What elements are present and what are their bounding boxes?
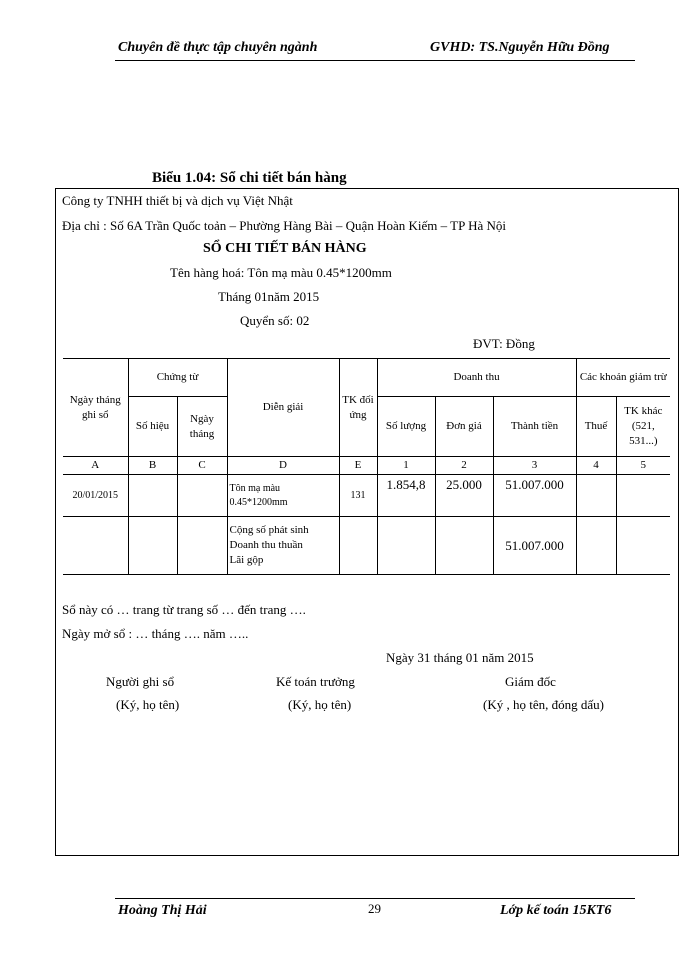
row-unit-price bbox=[435, 517, 493, 575]
col-header-account: TK đối ứng bbox=[339, 359, 377, 457]
row-amount: 51.007.000 bbox=[493, 475, 576, 517]
company-name: Công ty TNHH thiết bị và dịch vụ Việt Nhật bbox=[62, 193, 293, 208]
open-date-note: Ngày mở sổ : … tháng …. năm ….. bbox=[62, 626, 249, 641]
net-revenue-label: Doanh thu thuần bbox=[229, 539, 303, 552]
col-header-voucher: Chứng từ bbox=[128, 359, 227, 397]
col-code: 5 bbox=[616, 457, 670, 475]
header-right: GVHD: TS.Nguyễn Hữu Đồng bbox=[430, 40, 610, 55]
col-header-unit-price: Đơn giá bbox=[435, 397, 493, 457]
footer-rule bbox=[115, 898, 635, 899]
col-code: 1 bbox=[377, 457, 435, 475]
company-address: Địa chỉ : Số 6A Trần Quốc toản – Phường Hàng Bài – Quận Hoàn Kiếm – TP Hà Nội bbox=[62, 218, 506, 233]
header-left: Chuyên đề thực tập chuyên ngành bbox=[118, 40, 318, 55]
col-code: A bbox=[63, 457, 128, 475]
row-voucher-no bbox=[128, 517, 177, 575]
gross-profit-label: Lãi gộp bbox=[229, 553, 264, 566]
col-code: 3 bbox=[493, 457, 576, 475]
ledger-month: Tháng 01năm 2015 bbox=[218, 289, 320, 304]
row-amount: 51.007.000 bbox=[493, 517, 576, 575]
signature-chief-accountant: Kế toán trưởng bbox=[276, 674, 355, 689]
currency-unit: ĐVT: Đồng bbox=[473, 336, 535, 351]
col-header-quantity: Số lượng bbox=[377, 397, 435, 457]
ledger-title: SỔ CHI TIẾT BÁN HÀNG bbox=[203, 241, 367, 256]
row-account: 131 bbox=[339, 475, 377, 517]
col-header-amount: Thành tiền bbox=[493, 397, 576, 457]
table-row bbox=[63, 475, 670, 517]
footer-author: Hoàng Thị Hải bbox=[118, 903, 207, 918]
footer-class: Lớp kế toán 15KT6 bbox=[500, 903, 612, 918]
row-voucher-date bbox=[177, 475, 227, 517]
row-description bbox=[227, 517, 339, 575]
row-description: Tôn mạ màu 0.45*1200mm bbox=[227, 475, 339, 517]
col-header-revenue: Doanh thu bbox=[377, 359, 576, 397]
row-tax bbox=[576, 517, 616, 575]
col-code: B bbox=[128, 457, 177, 475]
row-date: 20/01/2015 bbox=[63, 475, 128, 517]
signature-director-note: (Ký , họ tên, đóng dấu) bbox=[483, 697, 604, 712]
col-code: 4 bbox=[576, 457, 616, 475]
col-header-tax: Thuế bbox=[576, 397, 616, 457]
header-rule bbox=[115, 60, 635, 61]
signature-recorder-note: (Ký, họ tên) bbox=[116, 697, 180, 712]
col-code: 2 bbox=[435, 457, 493, 475]
row-unit-price: 25.000 bbox=[435, 475, 493, 517]
col-code: C bbox=[177, 457, 227, 475]
sales-ledger-table bbox=[63, 358, 670, 575]
product-name: Tên hàng hoá: Tôn mạ màu 0.45*1200mm bbox=[170, 265, 392, 280]
page-count-note: Sổ này có … trang từ trang số … đến trang …. bbox=[62, 602, 306, 617]
col-header-description: Diễn giải bbox=[227, 359, 339, 457]
ledger-volume: Quyển số: 02 bbox=[240, 313, 310, 328]
row-other bbox=[616, 517, 670, 575]
page-number: 29 bbox=[368, 901, 381, 916]
row-voucher-date bbox=[177, 517, 227, 575]
table-row bbox=[63, 517, 670, 575]
signature-director: Giám đốc bbox=[505, 674, 556, 689]
col-header-deductions: Các khoản giảm trừ bbox=[576, 359, 670, 397]
row-other bbox=[616, 475, 670, 517]
figure-title: Biểu 1.04: Sổ chi tiết bán hàng bbox=[152, 170, 347, 186]
col-header-voucher-no: Số hiệu bbox=[128, 397, 177, 457]
col-code: D bbox=[227, 457, 339, 475]
row-quantity: 1.854,8 bbox=[377, 475, 435, 517]
sign-date: Ngày 31 tháng 01 năm 2015 bbox=[386, 650, 534, 665]
signature-chief-accountant-note: (Ký, họ tên) bbox=[288, 697, 352, 712]
col-header-other: TK khác (521, 531...) bbox=[616, 397, 670, 457]
row-tax bbox=[576, 475, 616, 517]
row-account bbox=[339, 517, 377, 575]
total-label: Cộng số phát sinh bbox=[229, 524, 309, 537]
col-header-date: Ngày tháng ghi sổ bbox=[63, 359, 128, 457]
signature-recorder: Người ghi sổ bbox=[106, 674, 175, 689]
row-quantity bbox=[377, 517, 435, 575]
row-voucher-no bbox=[128, 475, 177, 517]
col-header-voucher-date: Ngày tháng bbox=[177, 397, 227, 457]
col-code: E bbox=[339, 457, 377, 475]
row-date bbox=[63, 517, 128, 575]
